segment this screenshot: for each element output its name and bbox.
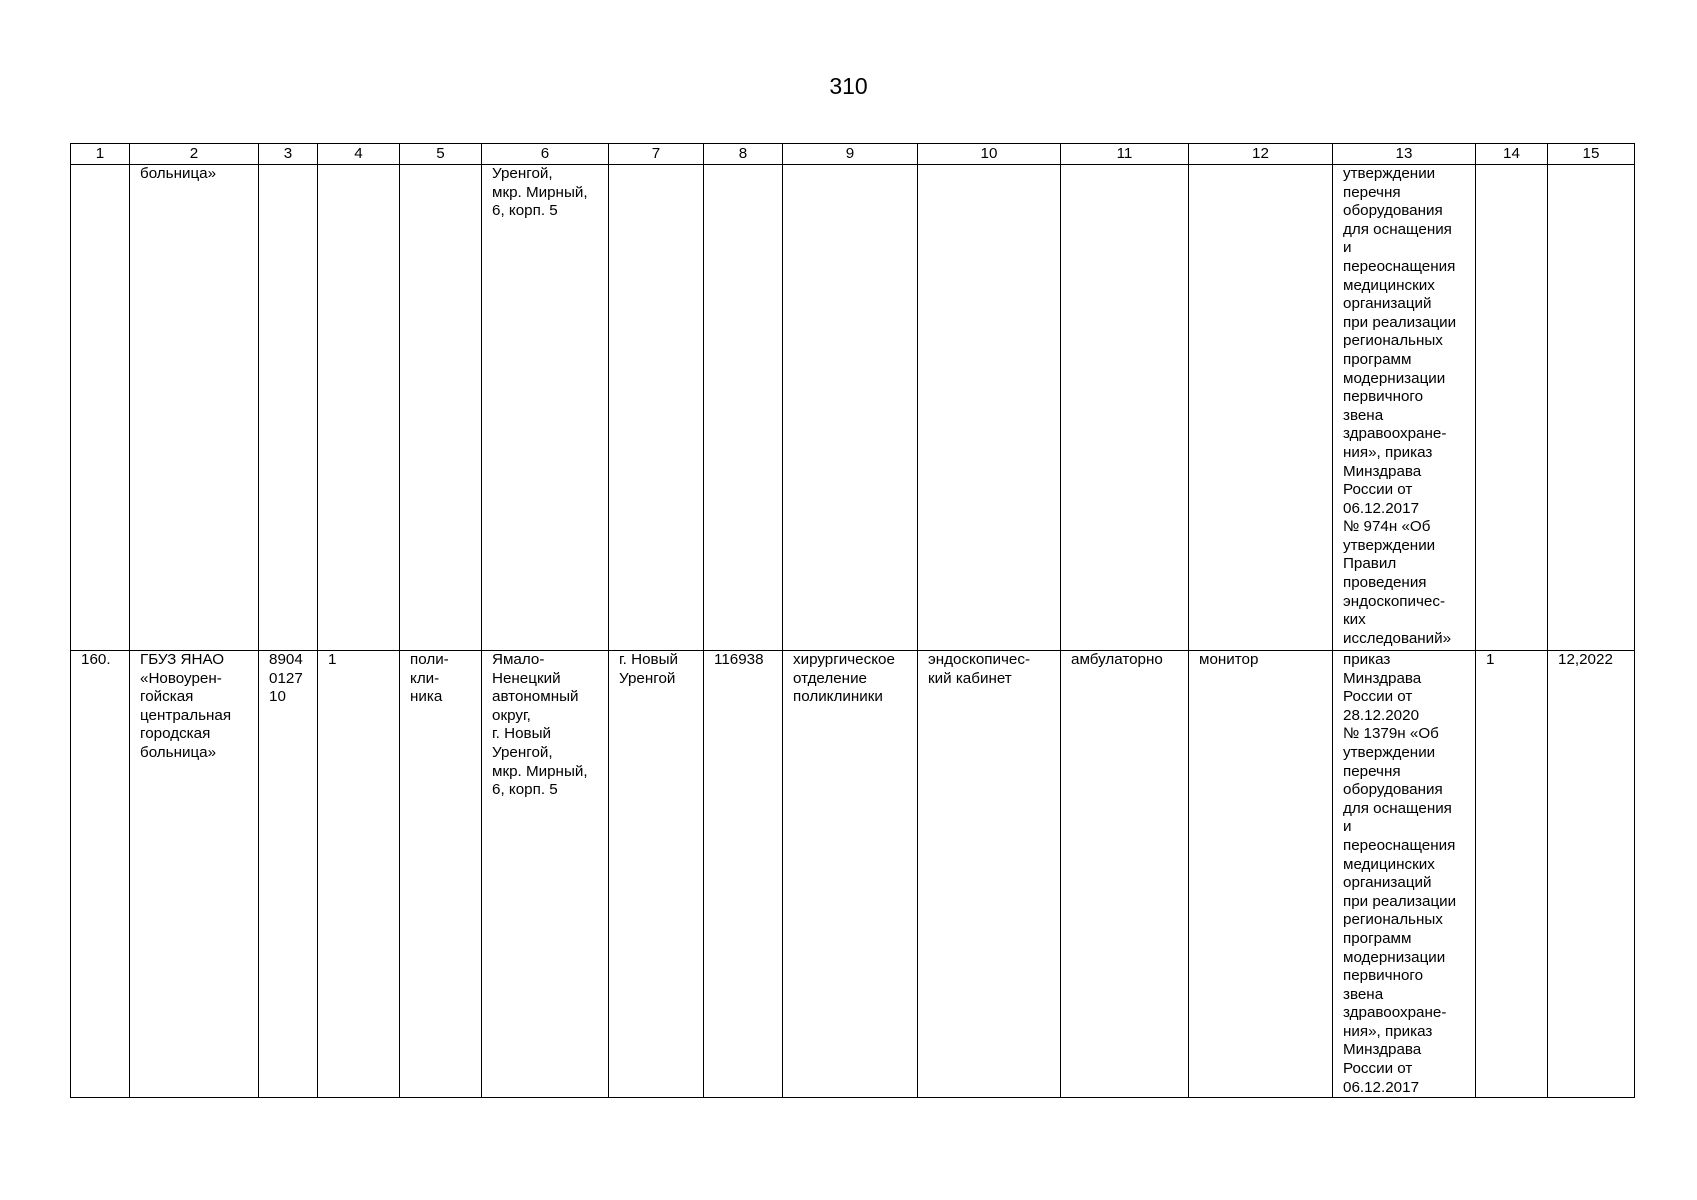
cell-city: г. Новый Уренгой bbox=[609, 651, 704, 1098]
cell-department: хирургическое отделение поликлиники bbox=[783, 651, 918, 1098]
cell-organization: больница» bbox=[130, 165, 259, 651]
cell-equipment bbox=[1189, 165, 1333, 651]
cell-organization: ГБУЗ ЯНАО «Новоурен- гойская центральная городская больница» bbox=[130, 651, 259, 1098]
column-header: 10 bbox=[918, 144, 1061, 165]
table-row-160 bbox=[71, 651, 1635, 1098]
cell-address: Ямало- Ненецкий автономный округ, г. Новый Уренгой, мкр. Мирный, 6, корп. 5 bbox=[482, 651, 609, 1098]
cell-cabinet bbox=[918, 165, 1061, 651]
cell-quantity bbox=[1476, 165, 1548, 651]
column-header: 6 bbox=[482, 144, 609, 165]
cell-cabinet: эндоскопичес- кий кабинет bbox=[918, 651, 1061, 1098]
column-header: 15 bbox=[1548, 144, 1635, 165]
column-header: 9 bbox=[783, 144, 918, 165]
cell-number bbox=[71, 165, 130, 651]
cell-number: 160. bbox=[71, 651, 130, 1098]
cell-city bbox=[609, 165, 704, 651]
column-header: 4 bbox=[318, 144, 400, 165]
column-header: 12 bbox=[1189, 144, 1333, 165]
cell-col4 bbox=[318, 165, 400, 651]
cell-col5 bbox=[400, 165, 482, 651]
cell-quantity: 1 bbox=[1476, 651, 1548, 1098]
cell-col3: 8904 0127 10 bbox=[259, 651, 318, 1098]
cell-col5: поли- кли- ника bbox=[400, 651, 482, 1098]
cell-care-type bbox=[1061, 165, 1189, 651]
cell-date bbox=[1548, 165, 1635, 651]
column-header: 8 bbox=[704, 144, 783, 165]
cell-date: 12,2022 bbox=[1548, 651, 1635, 1098]
cell-col8 bbox=[704, 165, 783, 651]
column-header: 7 bbox=[609, 144, 704, 165]
page-number: 310 bbox=[829, 73, 868, 99]
column-header: 5 bbox=[400, 144, 482, 165]
cell-basis: приказ Минздрава России от 28.12.2020 № 1379н «Об утверждении перечня оборудования для оснащения и переоснащения медицинских организаций при реализации региональных программ модернизации первичного звена здравоохране- ния», приказ Минздрава России от 06.12.2017 bbox=[1333, 651, 1476, 1098]
cell-address: Уренгой, мкр. Мирный, 6, корп. 5 bbox=[482, 165, 609, 651]
cell-basis: утверждении перечня оборудования для оснащения и переоснащения медицинских организаций при реализации региональных программ модернизации первичного звена здравоохране- ния», приказ Минздрава России от 06.12.2017 № 974н «Об утверждении Правил проведения эндоскопичес- ких исследований» bbox=[1333, 165, 1476, 651]
column-header: 11 bbox=[1061, 144, 1189, 165]
cell-care-type: амбулаторно bbox=[1061, 651, 1189, 1098]
column-header: 14 bbox=[1476, 144, 1548, 165]
column-header: 3 bbox=[259, 144, 318, 165]
equipment-table bbox=[70, 143, 1635, 1098]
column-header: 13 bbox=[1333, 144, 1476, 165]
column-header: 2 bbox=[130, 144, 259, 165]
column-header: 1 bbox=[71, 144, 130, 165]
cell-col4: 1 bbox=[318, 651, 400, 1098]
cell-col8: 116938 bbox=[704, 651, 783, 1098]
cell-col3 bbox=[259, 165, 318, 651]
cell-department bbox=[783, 165, 918, 651]
table-row-continuation bbox=[71, 165, 1635, 651]
cell-equipment: монитор bbox=[1189, 651, 1333, 1098]
header-row bbox=[71, 144, 1635, 165]
